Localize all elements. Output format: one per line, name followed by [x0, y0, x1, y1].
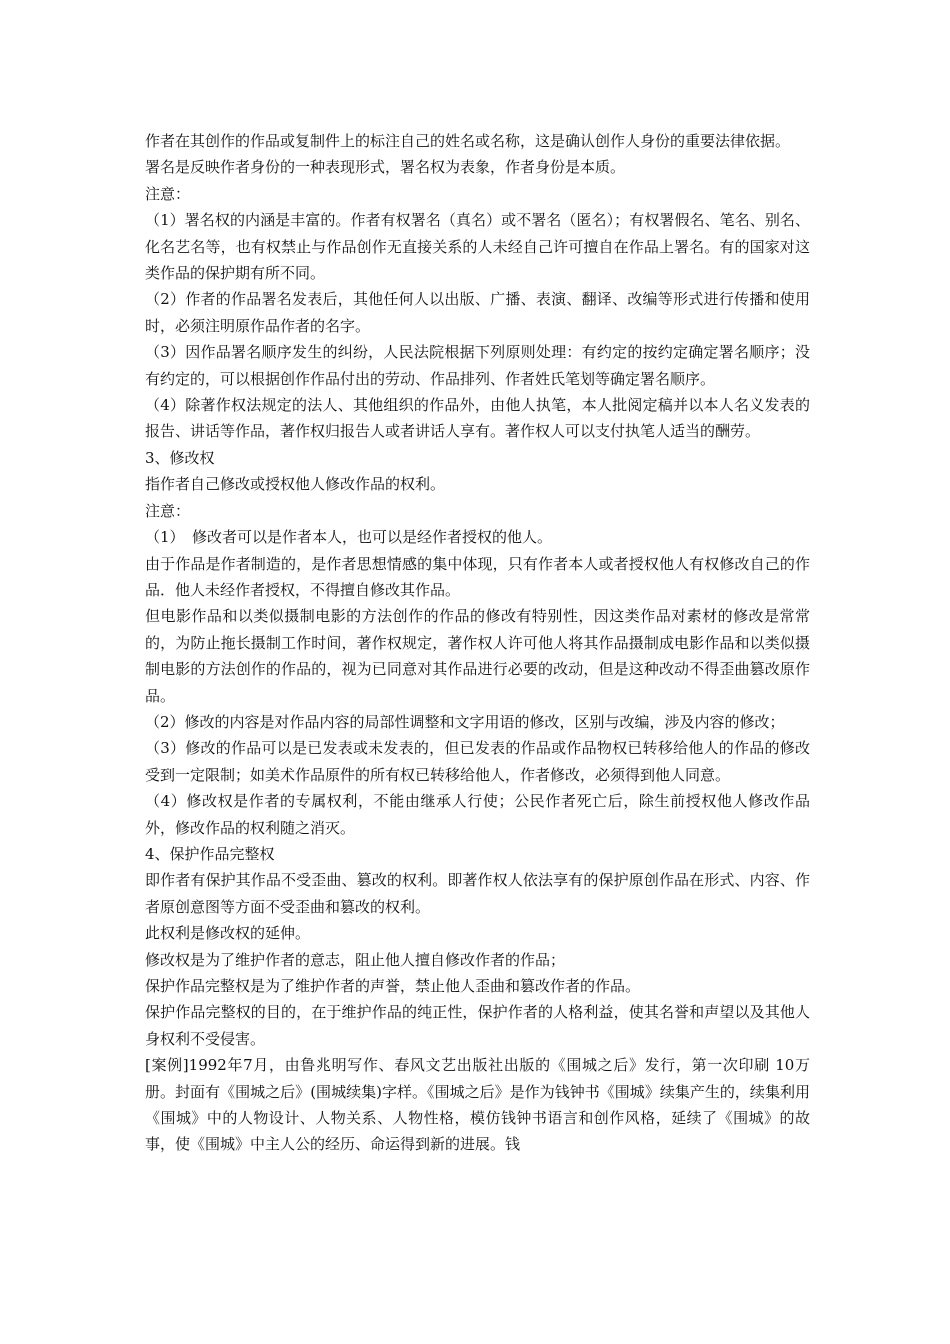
note-heading: 注意：	[145, 184, 191, 203]
paragraph: 此权利是修改权的延伸。	[145, 924, 311, 943]
section-heading: 3、修改权	[145, 448, 215, 467]
note-heading: 注意：	[145, 501, 191, 520]
paragraph: （3）修改的作品可以是已发表或未发表的，但已发表的作品或作品物权已转移给他人的作品的修改受到一定限制；如美术作品原件的所有权已转移给他人，作者修改，必须得到他人同意。	[145, 739, 810, 784]
case-paragraph: [案例]1992年7月，由鲁兆明写作、春风文艺出版社出版的《围城之后》发行，第一次印刷 10万册。封面有《围城之后》(围城续集)字样。《围城之后》是作为钱钟书《围城》续集产生的，续集利用《围城》中的人物设计、人物关系、人物性格，模仿钱钟书语言和创作风格，延续了《围城》的故事，使《围城》中主人公的经历、命运得到新的进展。钱	[145, 1056, 810, 1154]
paragraph: 由于作品是作者制造的，是作者思想情感的集中体现，只有作者本人或者授权他人有权修改自己的作品．他人未经作者授权，不得擅自修改其作品。	[145, 554, 810, 599]
paragraph: （3）因作品署名顺序发生的纠纷，人民法院根据下列原则处理：有约定的按约定确定署名顺序；没有约定的，可以根据创作作品付出的劳动、作品排列、作者姓氏笔划等确定署名顺序。	[145, 343, 810, 388]
paragraph: （2）作者的作品署名发表后，其他任何人以出版、广播、表演、翻译、改编等形式进行传播和使用时，必须注明原作品作者的名字。	[145, 290, 810, 335]
paragraph: （1）署名权的内涵是丰富的。作者有权署名（真名）或不署名（匿名）；有权署假名、笔名、别名、化名艺名等，也有权禁止与作品创作无直接关系的人未经自己许可擅自在作品上署名。有的国家对这类作品的保护期有所不同。	[145, 211, 810, 283]
paragraph: 修改权是为了维护作者的意志，阻止他人擅自修改作者的作品；	[145, 950, 566, 969]
paragraph: 保护作品完整权是为了维护作者的声誉，禁止他人歪曲和篡改作者的作品。	[145, 977, 641, 995]
paragraph: 作者在其创作的作品或复制件上的标注自己的姓名或名称，这是确认创作人身份的重要法律依据。	[145, 132, 791, 150]
paragraph: 指作者自己修改或授权他人修改作品的权利。	[145, 475, 446, 494]
paragraph: （2）修改的内容是对作品内容的局部性调整和文字用语的修改，区别与改编，涉及内容的修改；	[145, 712, 785, 731]
paragraph: 即作者有保护其作品不受歪曲、篡改的权利。即著作权人依法享有的保护原创作品在形式、内容、作者原创意图等方面不受歪曲和篡改的权利。	[145, 871, 810, 916]
paragraph: 但电影作品和以类似摄制电影的方法创作的作品的修改有特别性，因这类作品对素材的修改是常常的，为防止拖长摄制工作时间，著作权规定，著作权人许可他人将其作品摄制成电影作品和以类似摄制电影的方法创作的作品的，视为已同意对其作品进行必要的改动，但是这种改动不得歪曲篡改原作品。	[145, 607, 810, 705]
document-body	[145, 128, 810, 1158]
paragraph: （4）除著作权法规定的法人、其他组织的作品外，由他人执笔，本人批阅定稿并以本人名义发表的报告、讲话等作品，著作权归报告人或者讲话人享有。著作权人可以支付执笔人适当的酬劳。	[145, 396, 810, 441]
paragraph: 署名是反映作者身份的一种表现形式，署名权为表象，作者身份是本质。	[145, 158, 626, 177]
paragraph: （1） 修改者可以是作者本人，也可以是经作者授权的他人。	[145, 528, 553, 547]
section-heading: 4、保护作品完整权	[145, 844, 275, 863]
paragraph: 保护作品完整权的目的，在于维护作品的纯正性，保护作者的人格利益，使其名誉和声望以及其他人身权利不受侵害。	[145, 1003, 810, 1048]
paragraph: （4）修改权是作者的专属权利，不能由继承人行使；公民作者死亡后，除生前授权他人修改作品外，修改作品的权利随之消灭。	[145, 792, 810, 837]
